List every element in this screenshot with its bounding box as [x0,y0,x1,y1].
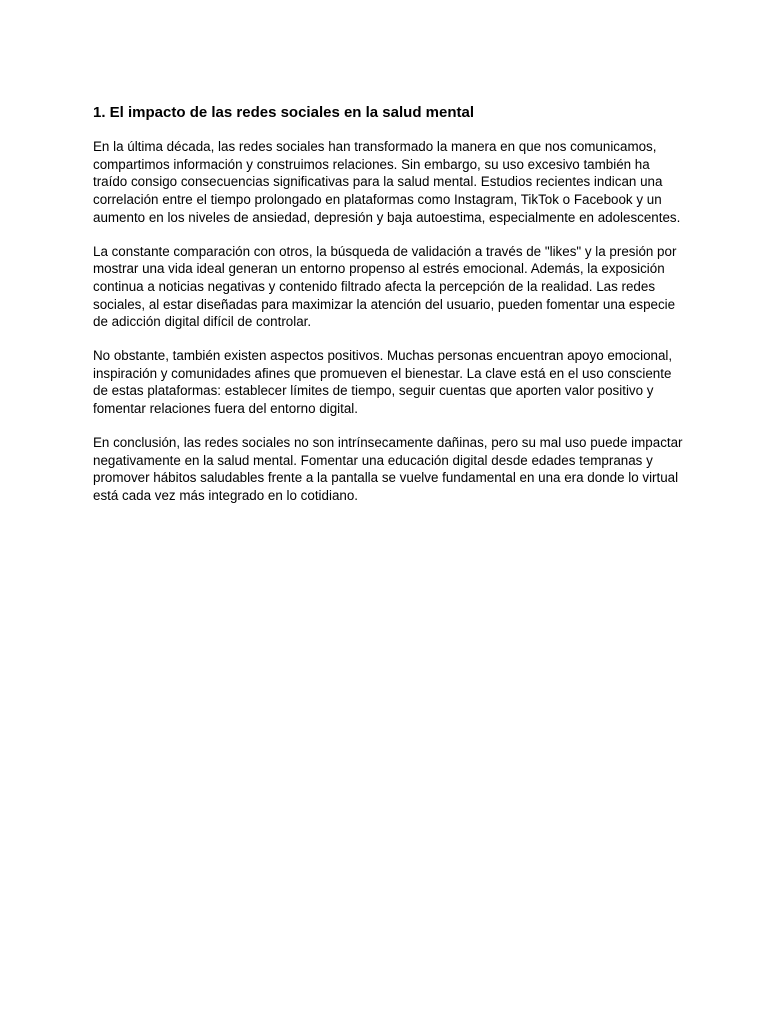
document-page [93,103,683,521]
paragraph-risks: La constante comparación con otros, la búsqueda de validación a través de "likes" y la presión por mostrar una vida ideal generan un entorno propenso al estrés emocional. Además, la exposición continua a noticias negativas y contenido filtrado afecta la percepción de la realidad. Las redes sociales, al estar diseñadas para maximizar la atención del usuario, pueden fomentar una especie de adicción digital difícil de controlar. [93,243,677,330]
section-heading: 1. El impacto de las redes sociales en la salud mental [93,104,474,121]
paragraph-intro: En la última década, las redes sociales han transformado la manera en que nos comunicamos, compartimos información y construimos relaciones. Sin embargo, su uso excesivo también ha traído consigo consecuencias significativas para la salud mental. Estudios recientes indican una correlación entre el tiempo prolongado en plataformas como Instagram, TikTok o Facebook y un aumento en los niveles de ansiedad, depresión y baja autoestima, especialmente en adolescentes. [93,139,681,225]
paragraph-conclusion: En conclusión, las redes sociales no son intrínsecamente dañinas, pero su mal uso puede impactar negativamente en la salud mental. Fomentar una educación digital desde edades tempranas y promover hábitos saludables frente a la pantalla se vuelve fundamental en una era donde lo virtual está cada vez más integrado en lo cotidiano. [93,434,683,503]
paragraph-positives: No obstante, también existen aspectos positivos. Muchas personas encuentran apoyo emocional, inspiración y comunidades afines que promueven el bienestar. La clave está en el uso consciente de estas plataformas: establecer límites de tiempo, seguir cuentas que aporten valor positivo y fomentar relaciones fuera del entorno digital. [93,348,673,417]
